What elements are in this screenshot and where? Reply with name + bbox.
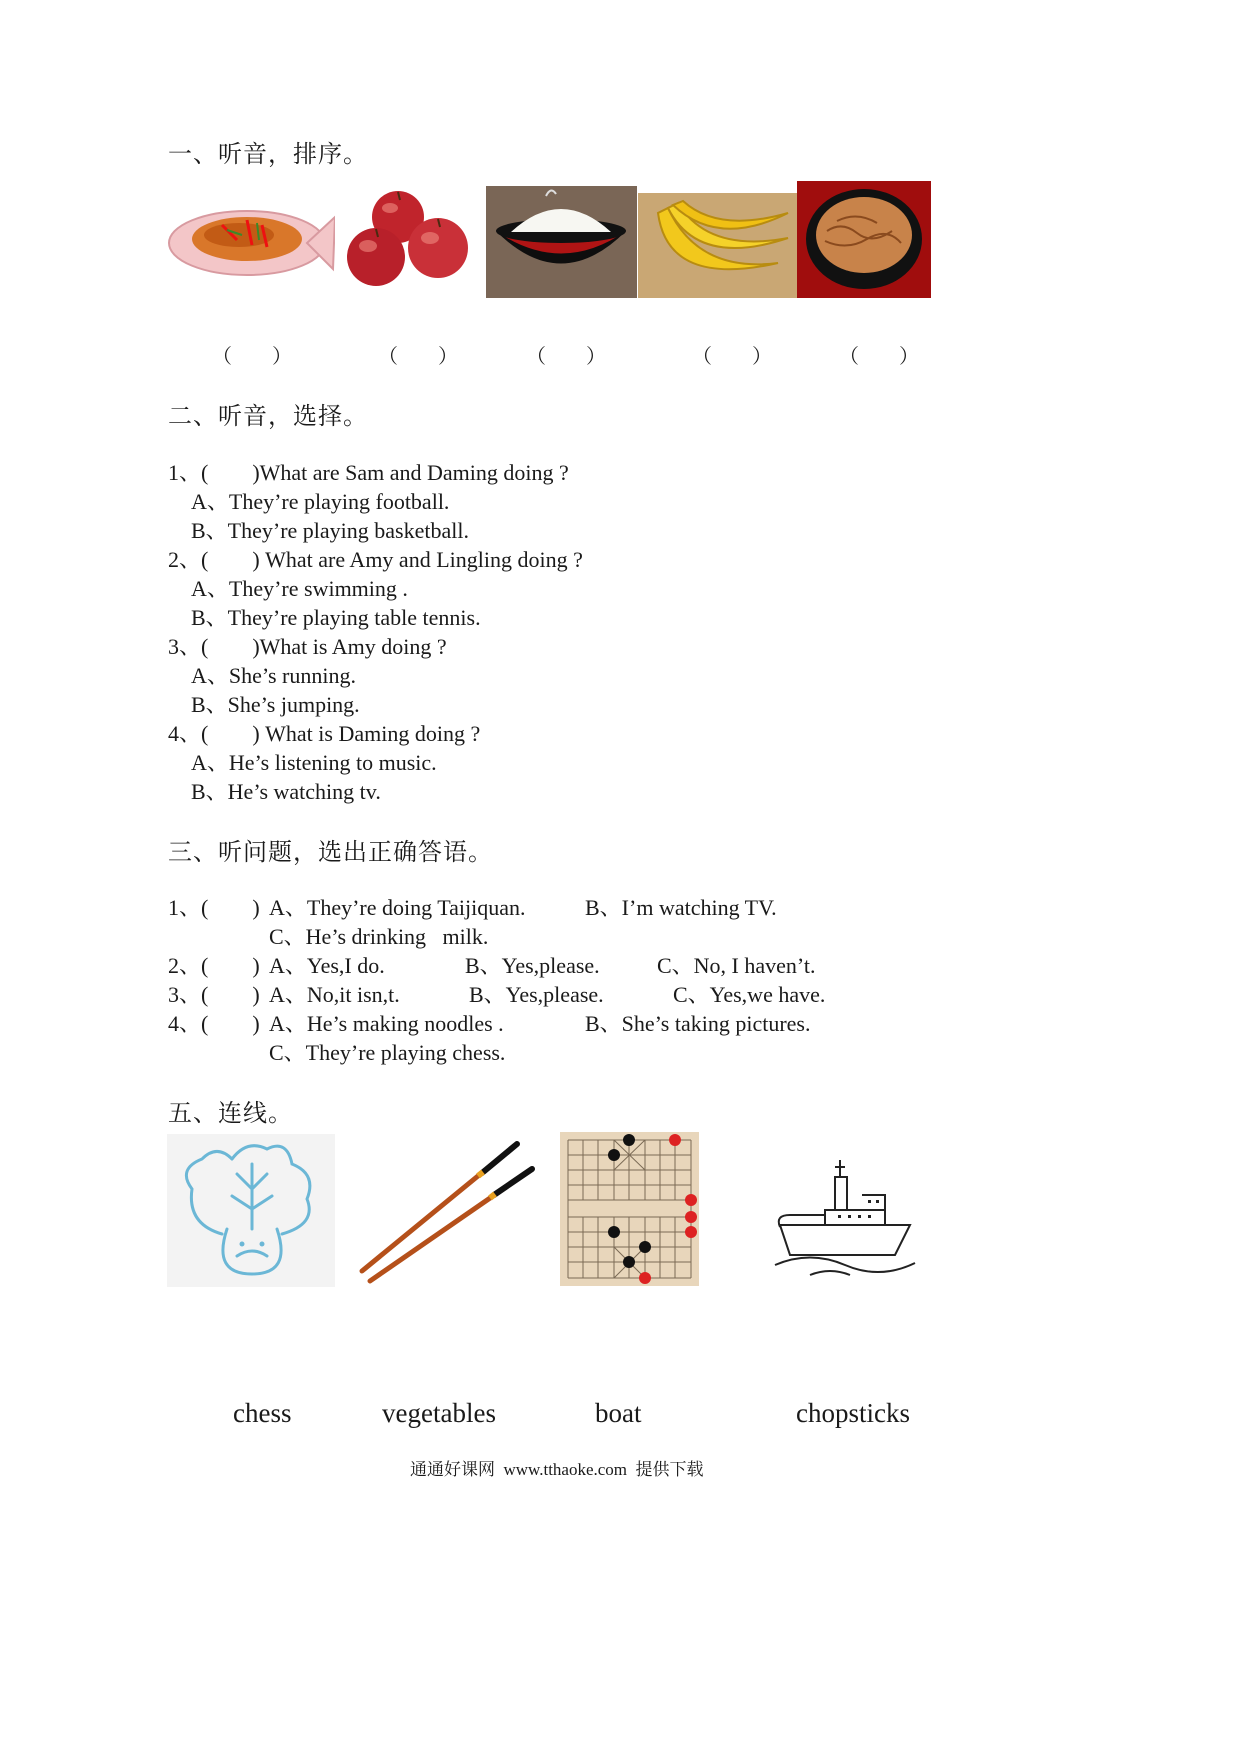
- option-b: B、They’re playing basketball.: [191, 518, 469, 543]
- option-a: A、Yes,I do.: [269, 953, 385, 978]
- answer-blank[interactable]: （ ）: [526, 346, 606, 368]
- match-word: chopsticks: [796, 1398, 910, 1428]
- section-1-title: 一、听音，排序。: [168, 142, 368, 168]
- option-a: A、They’re doing Taijiquan.: [269, 895, 526, 920]
- question-4: 4、( ) What is Daming doing ?: [168, 721, 481, 746]
- item-number: 1、( ): [168, 895, 260, 920]
- item-number: 2、( ): [168, 953, 260, 978]
- match-word: chess: [233, 1398, 292, 1428]
- option-c: C、He’s drinking milk.: [269, 924, 489, 949]
- option-c: C、No, I haven’t.: [657, 953, 816, 978]
- option-b: B、They’re playing table tennis.: [191, 605, 481, 630]
- answer-blank[interactable]: （ ）: [839, 346, 919, 368]
- chinese-chess-icon: [560, 1132, 699, 1286]
- option-c: C、Yes,we have.: [673, 982, 826, 1007]
- page-footer: 通通好课网 www.tthaoke.com 提供下载: [410, 1460, 704, 1479]
- option-b: B、He’s watching tv.: [191, 779, 381, 804]
- match-word: boat: [595, 1398, 642, 1428]
- option-b: B、She’s jumping.: [191, 692, 360, 717]
- vegetable-icon: [167, 1134, 335, 1287]
- option-c: C、They’re playing chess.: [269, 1040, 506, 1065]
- question-2: 2、( ) What are Amy and Lingling doing ?: [168, 547, 583, 572]
- noodles-icon: [797, 181, 931, 298]
- match-word: vegetables: [382, 1398, 496, 1428]
- option-b: B、She’s taking pictures.: [585, 1011, 811, 1036]
- section-5-title: 五、连线。: [168, 1101, 293, 1127]
- boat-icon: [770, 1155, 920, 1280]
- option-b: B、Yes,please.: [465, 953, 600, 978]
- option-a: A、No,it isn,t.: [269, 982, 400, 1007]
- option-b: B、I’m watching TV.: [585, 895, 777, 920]
- answer-blank[interactable]: （ ）: [212, 346, 292, 368]
- section-2-title: 二、听音，选择。: [168, 404, 368, 430]
- answer-blank[interactable]: （ ）: [378, 346, 458, 368]
- chopsticks-icon: [352, 1136, 537, 1286]
- rice-bowl-icon: [486, 186, 637, 298]
- section-3-title: 三、听问题，选出正确答语。: [168, 840, 493, 866]
- bananas-icon: [638, 193, 797, 298]
- item-number: 4、( ): [168, 1011, 260, 1036]
- option-a: A、They’re playing football.: [191, 489, 450, 514]
- option-b: B、Yes,please.: [469, 982, 604, 1007]
- fish-dish-icon: [167, 195, 335, 293]
- option-a: A、He’s making noodles .: [269, 1011, 504, 1036]
- option-a: A、She’s running.: [191, 663, 357, 688]
- item-number: 3、( ): [168, 982, 260, 1007]
- question-3: 3、( )What is Amy doing ?: [168, 634, 447, 659]
- question-1: 1、( )What are Sam and Daming doing ?: [168, 460, 569, 485]
- option-a: A、He’s listening to music.: [191, 750, 437, 775]
- answer-blank[interactable]: （ ）: [692, 346, 772, 368]
- option-a: A、They’re swimming .: [191, 576, 408, 601]
- apples-icon: [336, 182, 485, 298]
